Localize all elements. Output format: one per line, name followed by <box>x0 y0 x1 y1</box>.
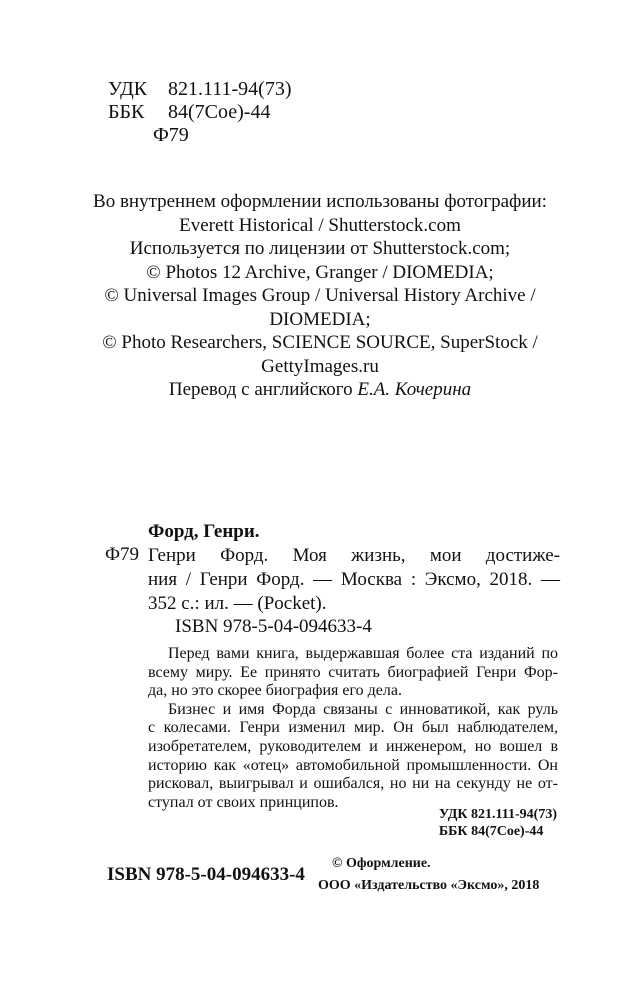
annotation <box>148 645 558 812</box>
credit-line: Используется по лицензии от Shutterstock.com; <box>129 238 511 259</box>
annotation-line: да, но это скорее биография его дела. <box>148 682 402 700</box>
bbk-line <box>108 101 270 123</box>
copyright-block <box>318 853 539 897</box>
photo-credits <box>60 190 580 402</box>
bib-line: Генри Форд. Моя жизнь, мои достиже- <box>148 545 560 566</box>
footer-bbk: ББК 84(7Сое)-44 <box>438 824 544 839</box>
credit-line: Everett Historical / Shutterstock.com <box>179 214 461 236</box>
credit-line: © Universal Images Group / Universal History Archive / <box>104 285 536 306</box>
translation-prefix: Перевод с английского <box>168 379 358 400</box>
annotation-line: историю как «отец» автомобильной промышленности. Он <box>148 756 558 774</box>
annotation-line: Перед вами книга, выдержавшая более ста изданий по <box>168 645 558 662</box>
annotation-line: рисковал, выигрывал и ошибался, но ни на секунду не от- <box>148 775 558 793</box>
footer-udk: УДК 821.111-94(73) <box>438 807 557 822</box>
annotation-line: Бизнес и имя Форда связаны с инноватикой, как руль <box>168 700 558 718</box>
bbk-value: 84(7Сое)-44 <box>168 101 271 123</box>
bib-line: 352 с.: ил. — (Pocket). <box>148 593 327 614</box>
copyright-design: © Оформление. <box>332 856 431 871</box>
copyright-publisher: ООО «Издательство «Эксмо», 2018 <box>318 878 540 893</box>
credit-line: DIOMEDIA; <box>269 308 371 330</box>
bib-isbn: ISBN 978-5-04-094633-4 <box>175 616 372 637</box>
annotation-line: ступал от своих принципов. <box>148 793 339 811</box>
credit-line: Во внутреннем оформлении использованы фотографии: <box>93 191 547 212</box>
footer-codes <box>439 806 557 840</box>
bib-author-heading: Форд, Генри. <box>148 521 260 542</box>
annotation-line: с колесами. Генри изменил мир. Он был наблюдателем, <box>148 719 558 737</box>
bib-description <box>148 544 560 616</box>
footer-isbn: ISBN 978-5-04-094633-4 <box>107 864 305 885</box>
credit-line: GettyImages.ru <box>261 355 379 377</box>
bbk-label: ББК <box>108 101 145 123</box>
bib-code: Ф79 <box>105 544 140 565</box>
translator-name: Е.А. Кочерина <box>357 379 472 400</box>
udk-line <box>108 78 292 100</box>
udk-value: 821.111-94(73) <box>168 78 292 100</box>
author-mark: Ф79 <box>153 124 189 146</box>
udk-label: УДК <box>108 78 148 100</box>
annotation-line: всему миру. Ее принято считать биографией Генри Фор- <box>148 663 558 681</box>
bib-line: ния / Генри Форд. — Москва : Эксмо, 2018. — <box>148 569 560 590</box>
annotation-line: изобретателем, руководителем и инженером, но вошел в <box>148 737 558 755</box>
credit-line: © Photo Researchers, SCIENCE SOURCE, SuperStock / <box>102 332 538 353</box>
translation-credit <box>60 378 580 402</box>
credit-line: © Photos 12 Archive, Granger / DIOMEDIA; <box>146 261 494 283</box>
